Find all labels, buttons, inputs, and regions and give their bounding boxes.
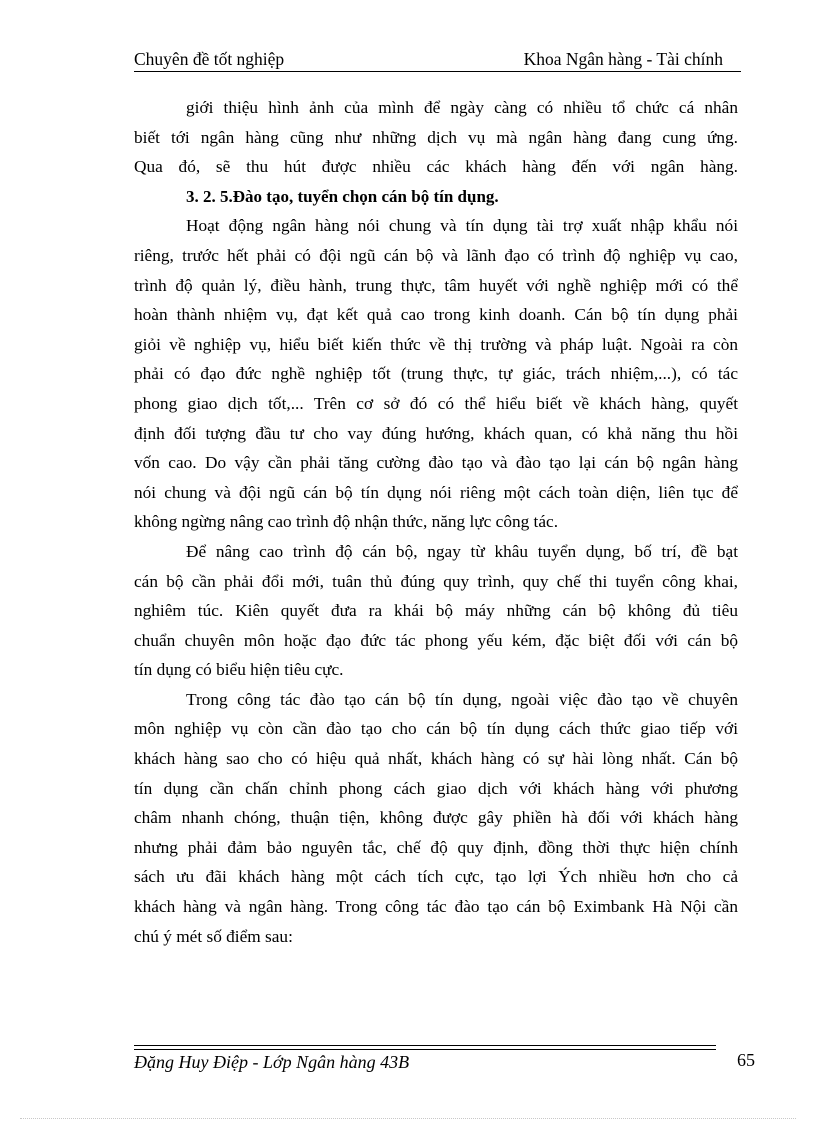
text-line: vốn cao. Do vậy cần phải tăng cường đào tạo và đào tạo lại cán bộ ngân hàng bbox=[134, 453, 738, 473]
text-line: châm nhanh chóng, thuận tiện, không được gây phiền hà đối với khách hàng bbox=[134, 808, 738, 828]
text-line: phong giao dịch tốt,... Trên cơ sở đó có thể hiểu biết về khách hàng, quyết bbox=[134, 393, 738, 413]
text-line: trình độ quản lý, điều hành, trung thực, tâm huyết với nghề nghiệp mới có thể bbox=[134, 275, 738, 295]
header-title-left: Chuyên đề tốt nghiệp bbox=[134, 49, 285, 69]
text-line: Để nâng cao trình độ cán bộ, ngay từ khâu tuyển dụng, bố trí, đề bạt bbox=[186, 541, 738, 561]
text-line: môn nghiệp vụ còn cần đào tạo cho cán bộ tín dụng cách thức giao tiếp với bbox=[134, 719, 738, 739]
footer-rule-thin bbox=[134, 1049, 716, 1050]
document-body bbox=[134, 93, 738, 951]
page-edge-divider bbox=[20, 1118, 796, 1119]
text-line: sách ưu đãi khách hàng một cách tích cực, tạo lợi Ých nhiều hơn cho cả bbox=[134, 867, 738, 887]
text-line: Trong công tác đào tạo cán bộ tín dụng, ngoài việc đào tạo về chuyên bbox=[186, 689, 738, 709]
text-line: định đối tượng đầu tư cho vay đúng hướng, khách quan, có khả năng thu hồi bbox=[134, 423, 738, 443]
text-line: phải có đạo đức nghề nghiệp tốt (trung thực, tự giác, trách nhiệm,...), có tác bbox=[134, 364, 738, 384]
page-number: 65 bbox=[737, 1050, 755, 1070]
text-line: biết tới ngân hàng cũng như những dịch vụ mà ngân hàng đang cung ứng. bbox=[134, 127, 738, 147]
text-line: Qua đó, sẽ thu hút được nhiều các khách hàng đến với ngân hàng. bbox=[134, 157, 738, 177]
text-line: nhưng phải đảm bảo nguyên tắc, chế độ quy định, đồng thời thực hiện chính bbox=[134, 837, 738, 857]
text-line: nghiêm túc. Kiên quyết đưa ra khái bộ máy những cán bộ không đủ tiêu bbox=[134, 601, 738, 621]
text-line: hoàn thành nhiệm vụ, đạt kết quả cao trong kinh doanh. Cán bộ tín dụng phải bbox=[134, 305, 738, 325]
section-heading: 3. 2. 5.Đào tạo, tuyển chọn cán bộ tín dụng. bbox=[186, 186, 499, 206]
text-line: khách hàng và ngân hàng. Trong công tác đào tạo cán bộ Eximbank Hà Nội cần bbox=[134, 897, 738, 917]
text-line: khách hàng sao cho có hiệu quả nhất, khách hàng có sự hài lòng nhất. Cán bộ bbox=[134, 749, 738, 769]
text-line: cán bộ cần phải đổi mới, tuân thủ đúng quy trình, quy chế thi tuyển công khai, bbox=[134, 571, 738, 591]
footer-rule bbox=[134, 1045, 716, 1046]
header-rule bbox=[134, 71, 741, 72]
text-line: giới thiệu hình ảnh của mình để ngày càng có nhiều tổ chức cá nhân bbox=[186, 98, 738, 117]
text-line: giỏi về nghiệp vụ, hiểu biết kiến thức về thị trường và pháp luật. Ngoài ra còn bbox=[134, 334, 738, 354]
text-line: không ngừng nâng cao trình độ nhận thức, năng lực công tác. bbox=[134, 512, 559, 532]
text-line: nói chung và đội ngũ cán bộ tín dụng nói riêng một cách toàn diện, liên tục để bbox=[134, 482, 738, 502]
text-line: Hoạt động ngân hàng nói chung và tín dụng tài trợ xuất nhập khẩu nói bbox=[186, 216, 738, 236]
text-line: riêng, trước hết phải có đội ngũ cán bộ và lãnh đạo có trình độ nghiệp vụ cao, bbox=[134, 245, 738, 265]
text-line: chú ý mét số điểm sau: bbox=[134, 926, 293, 946]
text-line: chuẩn chuyên môn hoặc đạo đức tác phong yếu kém, đặc biệt đối với cán bộ bbox=[134, 630, 738, 650]
text-line: tín dụng có biểu hiện tiêu cực. bbox=[134, 660, 344, 680]
page-header bbox=[134, 47, 741, 71]
header-title-right: Khoa Ngân hàng - Tài chính bbox=[523, 49, 723, 69]
text-line: tín dụng cần chấn chỉnh phong cách giao dịch với khách hàng với phương bbox=[134, 778, 738, 798]
footer-author: Đặng Huy Điệp - Lớp Ngân hàng 43B bbox=[134, 1052, 410, 1072]
